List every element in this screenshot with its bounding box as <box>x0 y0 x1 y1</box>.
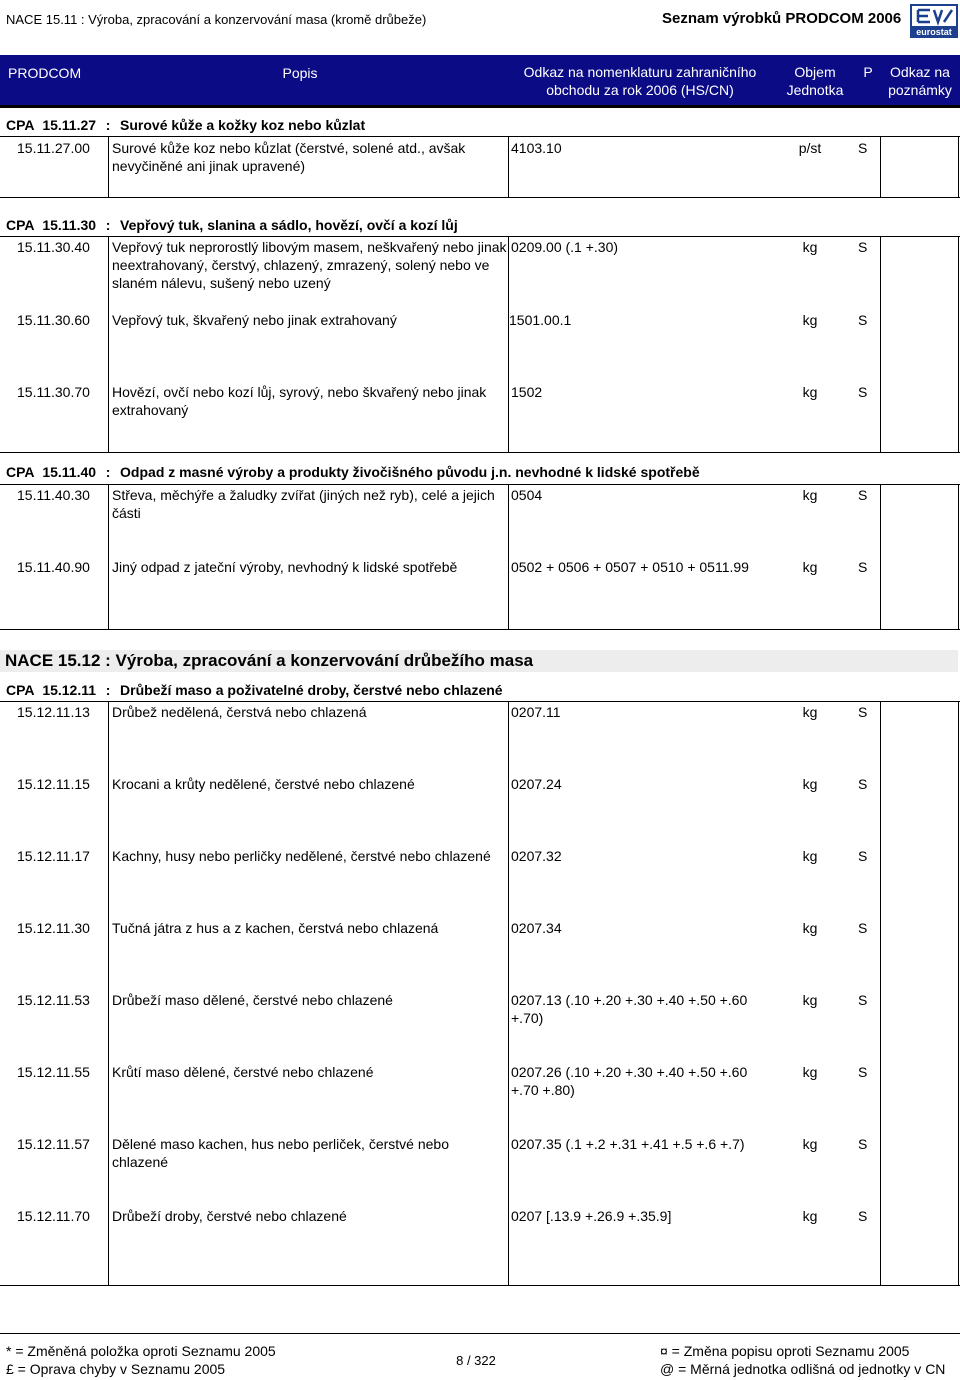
row-description: Surové kůže koz nebo kůzlat (čerstvé, solené atd., avšak nevyčiněné ani jinak upravené) <box>112 140 466 174</box>
cpa-heading: CPA 15.11.30 : Vepřový tuk, slanina a sádlo, hovězí, ovčí a kozí lůj <box>6 217 458 233</box>
p-flag: S <box>858 1064 868 1080</box>
p-flag: S <box>858 776 868 792</box>
cn-reference: 0207.24 <box>511 776 562 792</box>
prodcom-code: 15.12.11.13 <box>17 704 90 720</box>
logo-text: eurostat <box>910 27 958 38</box>
prodcom-code: 15.12.11.57 <box>17 1136 90 1152</box>
unit: kg <box>802 1136 818 1152</box>
table-row <box>0 845 960 915</box>
unit: kg <box>802 920 818 936</box>
page-header-right: Seznam výrobků PRODCOM 2006 <box>662 10 902 27</box>
cpa-heading: CPA 15.11.40 : Odpad z masné výroby a produkty živočišného původu j.n. nevhodné k lidské spotřebě <box>6 464 700 480</box>
page-header-left: NACE 15.11 : Výroba, zpracování a konzervování masa (kromě drůbeže) <box>6 12 427 27</box>
table-row <box>0 381 960 451</box>
prodcom-code: 15.12.11.15 <box>17 776 90 792</box>
table-row <box>0 556 960 626</box>
page-number: 8 / 322 <box>456 1353 496 1368</box>
table-row <box>0 989 960 1059</box>
unit: kg <box>802 239 818 255</box>
prodcom-code: 15.11.40.90 <box>17 559 90 575</box>
table-row <box>0 309 960 379</box>
prodcom-code: 15.11.30.70 <box>17 384 90 400</box>
unit: p/st <box>798 140 822 156</box>
p-flag: S <box>858 559 868 575</box>
cn-reference: 0207.11 <box>511 704 561 720</box>
p-flag: S <box>858 1136 868 1152</box>
p-flag: S <box>858 920 868 936</box>
p-flag: S <box>858 239 868 255</box>
cn-reference: 0207.34 <box>511 920 562 936</box>
footer-legend-right-2: @ = Měrná jednotka odlišná od jednotky v CN <box>660 1361 946 1377</box>
prodcom-code: 15.12.11.30 <box>17 920 90 936</box>
col-cn-line1: Odkaz na nomenklaturu zahraničního <box>523 64 757 80</box>
col-unit-line1: Objem <box>794 64 836 80</box>
unit: kg <box>802 312 818 328</box>
table-row <box>0 236 960 306</box>
cn-reference: 0207.13 (.10 +.20 +.30 +.40 +.50 +.60 +.70) <box>511 992 748 1026</box>
col-prodcom: PRODCOM <box>8 65 82 81</box>
footer-legend-left-2: £ = Oprava chyby v Seznamu 2005 <box>6 1361 226 1377</box>
prodcom-code: 15.11.30.60 <box>17 312 90 328</box>
col-note-line1: Odkaz na <box>890 64 950 80</box>
cn-reference: 0504 <box>511 487 543 503</box>
row-description: Kachny, husy nebo perličky nedělené, čerstvé nebo chlazené <box>112 848 491 864</box>
cpa-heading: CPA 15.11.27 : Surové kůže a kožky koz nebo kůzlat <box>6 117 366 133</box>
cn-reference: 0209.00 (.1 +.30) <box>511 239 619 255</box>
footer-legend-right-1: ¤ = Změna popisu oproti Seznamu 2005 <box>660 1343 910 1359</box>
row-description: Tučná játra z hus a z kachen, čerstvá nebo chlazená <box>112 920 439 936</box>
unit: kg <box>802 992 818 1008</box>
col-note-line2: poznámky <box>888 82 952 98</box>
prodcom-code: 15.11.40.30 <box>17 487 90 503</box>
cn-reference: 0207 [.13.9 +.26.9 +.35.9] <box>511 1208 672 1224</box>
table-row <box>0 701 960 771</box>
footer-legend-left-1: * = Změněná položka oproti Seznamu 2005 <box>6 1343 276 1359</box>
table-row <box>0 136 960 198</box>
cn-reference: 0207.32 <box>511 848 562 864</box>
row-description: Krůtí maso dělené, čerstvé nebo chlazené <box>112 1064 374 1080</box>
row-description: Vepřový tuk neprorostlý libovým masem, neškvařený nebo jinak neextrahovaný, čerstvý, chlazený, zmrazený, solený nebo ve slaném nálevu, sušený nebo uzený <box>112 239 507 291</box>
row-description: Střeva, měchýře a žaludky zvířat (jiných než ryb), celé a jejich části <box>112 487 495 521</box>
logo-mark-icon <box>910 4 958 28</box>
col-popis: Popis <box>282 65 318 81</box>
unit: kg <box>802 559 818 575</box>
p-flag: S <box>858 140 868 156</box>
cn-reference: 0207.35 (.1 +.2 +.31 +.41 +.5 +.6 +.7) <box>511 1136 745 1152</box>
cn-reference: 4103.10 <box>511 140 562 156</box>
col-p: P <box>863 64 873 80</box>
col-cn-line2: obchodu za rok 2006 (HS/CN) <box>546 82 734 98</box>
table-row <box>0 1061 960 1131</box>
table-row <box>0 917 960 987</box>
cpa-heading: CPA 15.12.11 : Drůbeží maso a poživatelné droby, čerstvé nebo chlazené <box>6 682 503 698</box>
column-header-bar <box>0 55 960 108</box>
cn-reference: 1502 <box>511 384 543 400</box>
row-description: Vepřový tuk, škvařený nebo jinak extrahovaný <box>112 312 397 328</box>
row-description: Krocani a krůty nedělené, čerstvé nebo chlazené <box>112 776 415 792</box>
p-flag: S <box>858 1208 868 1224</box>
unit: kg <box>802 776 818 792</box>
row-description: Drůbež nedělená, čerstvá nebo chlazená <box>112 704 367 720</box>
row-description: Dělené maso kachen, hus nebo perliček, čerstvé nebo chlazené <box>112 1136 449 1170</box>
unit: kg <box>802 1208 818 1224</box>
p-flag: S <box>858 848 868 864</box>
prodcom-code: 15.11.30.40 <box>17 239 90 255</box>
prodcom-code: 15.12.11.17 <box>17 848 90 864</box>
unit: kg <box>802 848 818 864</box>
table-row <box>0 773 960 843</box>
col-unit-line2: Jednotka <box>786 82 844 98</box>
table-row <box>0 484 960 554</box>
cn-reference: 1501.00.1 <box>509 312 572 328</box>
prodcom-code: 15.12.11.55 <box>17 1064 90 1080</box>
row-description: Jiný odpad z jateční výroby, nevhodný k lidské spotřebě <box>112 559 458 575</box>
cn-reference: 0502 + 0506 + 0507 + 0510 + 0511.99 <box>511 559 749 575</box>
prodcom-code: 15.12.11.53 <box>17 992 90 1008</box>
row-description: Drůbeží maso dělené, čerstvé nebo chlazené <box>112 992 393 1008</box>
unit: kg <box>802 487 818 503</box>
p-flag: S <box>858 384 868 400</box>
table-row <box>0 1205 960 1275</box>
unit: kg <box>802 1064 818 1080</box>
table-row <box>0 1133 960 1203</box>
unit: kg <box>802 384 818 400</box>
eurostat-logo <box>910 4 958 38</box>
unit: kg <box>802 704 818 720</box>
row-description: Hovězí, ovčí nebo kozí lůj, syrový, nebo škvařený nebo jinak extrahovaný <box>112 384 487 418</box>
cn-reference: 0207.26 (.10 +.20 +.30 +.40 +.50 +.60 +.70 +.80) <box>511 1064 748 1098</box>
prodcom-code: 15.12.11.70 <box>17 1208 90 1224</box>
p-flag: S <box>858 487 868 503</box>
prodcom-code: 15.11.27.00 <box>17 140 90 156</box>
p-flag: S <box>858 992 868 1008</box>
row-description: Drůbeží droby, čerstvé nebo chlazené <box>112 1208 347 1224</box>
p-flag: S <box>858 312 868 328</box>
nace-section-heading: NACE 15.12 : Výroba, zpracování a konzervování drůbežího masa <box>0 650 958 672</box>
p-flag: S <box>858 704 868 720</box>
